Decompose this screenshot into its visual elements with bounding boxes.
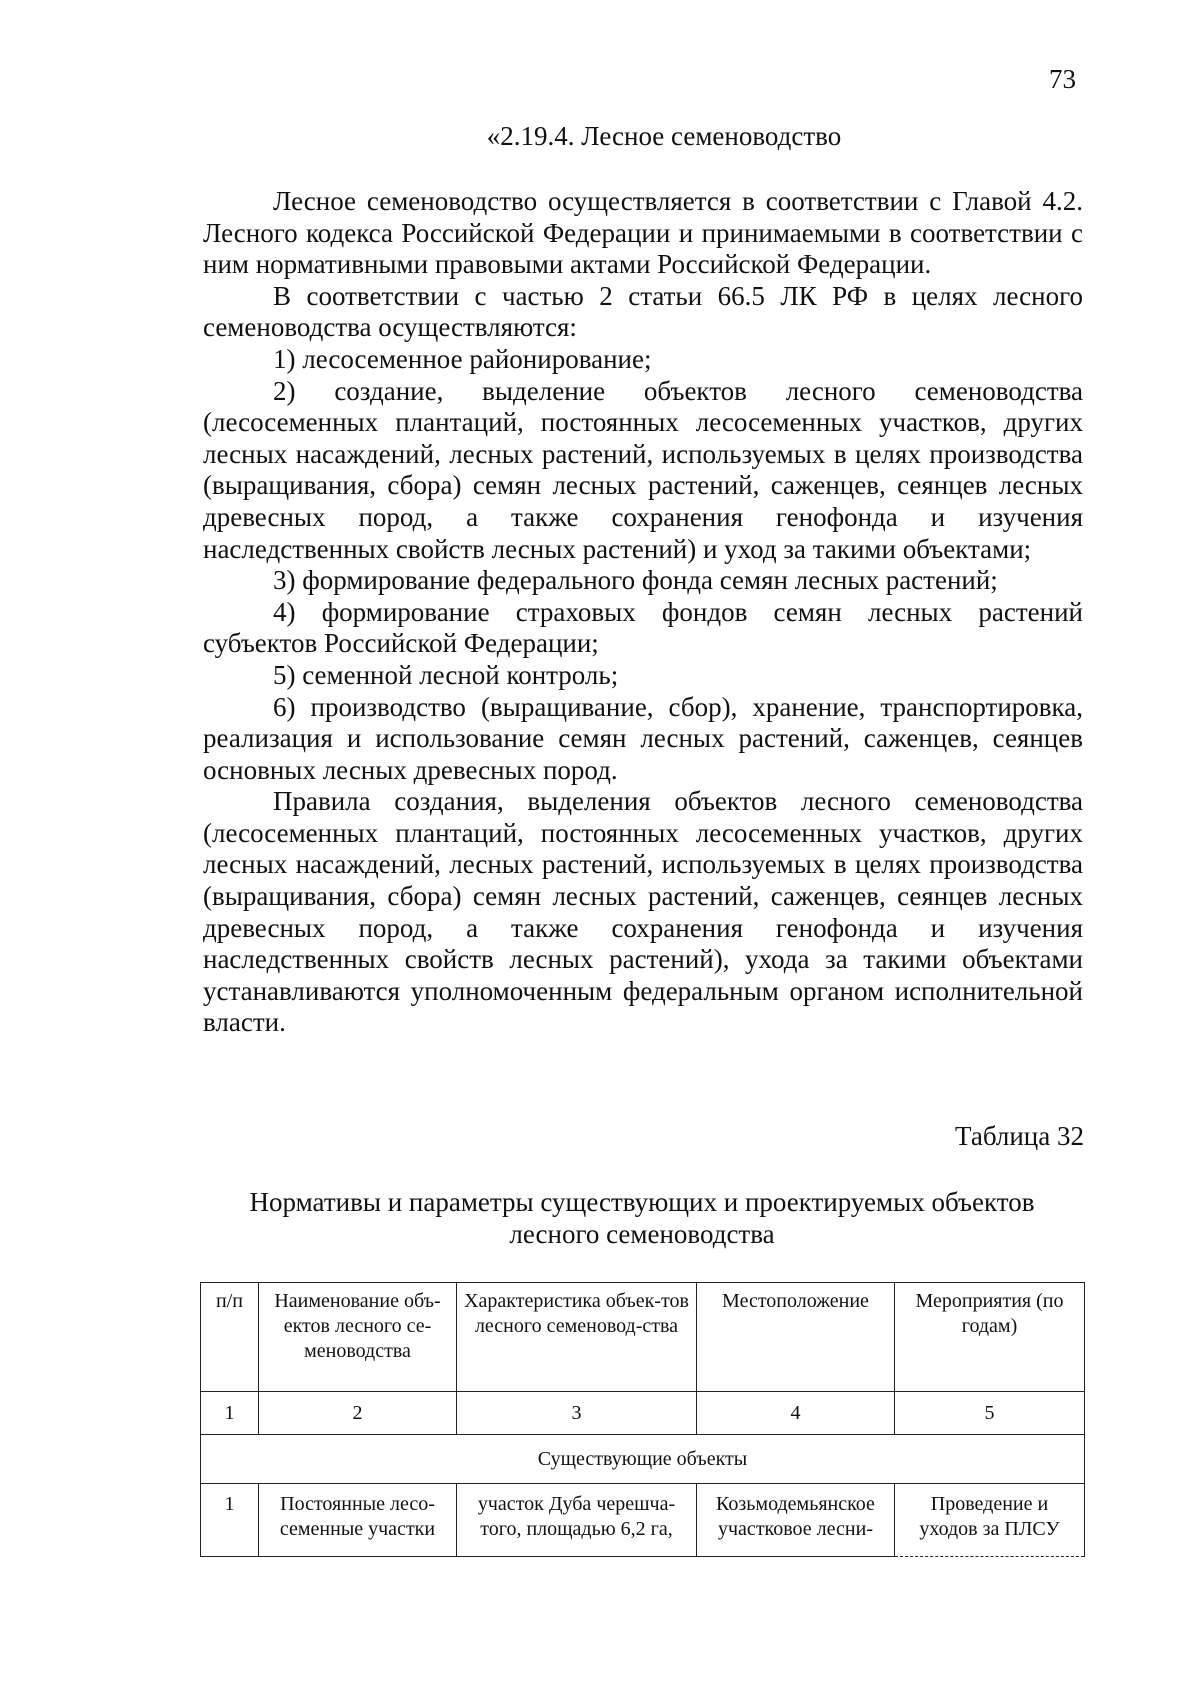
list-item: 1) лесосеменное районирование; bbox=[273, 343, 652, 374]
group-row bbox=[201, 1435, 1085, 1484]
table-label: Таблица 32 bbox=[955, 1121, 1084, 1151]
column-header: Мероприятия (по годам) bbox=[895, 1283, 1085, 1392]
object-measures: Проведение и уходов за ПЛСУ bbox=[895, 1484, 1085, 1557]
column-header: Характеристика объек-тов лесного семеновод-ства bbox=[457, 1283, 697, 1392]
table-caption bbox=[200, 1186, 1084, 1250]
column-header: Наименование объ-ектов лесного се-меноводства bbox=[259, 1283, 457, 1392]
list-item: 6) производство (выращивание, сбор), хранение, транспортировка, реализация и использование семян лесных растений, саженцев, сеянцев основных лесных древесных пород. bbox=[203, 691, 1083, 785]
column-header: Местоположение bbox=[697, 1283, 895, 1392]
column-number: 1 bbox=[201, 1392, 259, 1435]
list-item: 4) формирование страховых фондов семян лесных растений субъектов Российской Федерации; bbox=[203, 596, 1083, 659]
row-number: 1 bbox=[201, 1484, 259, 1557]
object-characteristic: участок Дуба черешча-того, площадью 6,2 га, bbox=[457, 1484, 697, 1557]
column-header: п/п bbox=[201, 1283, 259, 1392]
paragraph: В соответствии с частью 2 статьи 66.5 ЛК РФ в целях лесного семеноводства осуществляются: bbox=[203, 280, 1083, 343]
body-text bbox=[203, 186, 1083, 1039]
table-caption-line: Нормативы и параметры существующих и проектируемых объектов bbox=[249, 1187, 1035, 1217]
paragraph: Лесное семеноводство осуществляется в соответствии с Главой 4.2. Лесного кодекса Российской Федерации и принимаемыми в соответствии с ним нормативными правовыми актами Российской Федерации. bbox=[203, 186, 1083, 280]
list-item: 2) создание, выделение объектов лесного семеноводства (лесосеменных плантаций, постоянных лесосеменных участков, других лесных насаждений, лесных растений, используемых в целях производства (выращивания, сбора) семян лесных растений, саженцев, сеянцев лесных древесных пород, а также сохранения генофонда и изучения наследственных свойств лесных растений) и уход за такими объектами; bbox=[203, 375, 1083, 564]
object-location: Козьмодемьянское участковое лесни- bbox=[697, 1484, 895, 1557]
column-number: 2 bbox=[259, 1392, 457, 1435]
group-label: Существующие объекты bbox=[201, 1435, 1085, 1484]
object-name: Постоянные лесо-семенные участки bbox=[259, 1484, 457, 1557]
list-item: 3) формирование федерального фонда семян лесных растений; bbox=[273, 565, 998, 596]
paragraph: Правила создания, выделения объектов лесного семеноводства (лесосеменных плантаций, постоянных лесосеменных участков, других лесных насаждений, лесных растений, используемых в целях производства (выращивания, сбора) семян лесных растений, саженцев, сеянцев лесных древесных пород, а также сохранения генофонда и изучения наследственных свойств лесных растений), ухода за такими объектами устанавливаются уполномоченным федеральным органом исполнительной власти. bbox=[203, 786, 1083, 1038]
column-number: 4 bbox=[697, 1392, 895, 1435]
seed-objects-table bbox=[200, 1282, 1085, 1557]
column-number: 5 bbox=[895, 1392, 1085, 1435]
table-caption-line: лесного семеноводства bbox=[509, 1219, 775, 1249]
column-number-row bbox=[201, 1392, 1085, 1435]
page-number: 73 bbox=[1049, 64, 1076, 94]
list-item: 5) семенной лесной контроль; bbox=[273, 659, 619, 690]
section-title: «2.19.4. Лесное семеноводство bbox=[486, 121, 842, 151]
table-row bbox=[201, 1484, 1085, 1557]
table-header-row bbox=[201, 1283, 1085, 1392]
column-number: 3 bbox=[457, 1392, 697, 1435]
